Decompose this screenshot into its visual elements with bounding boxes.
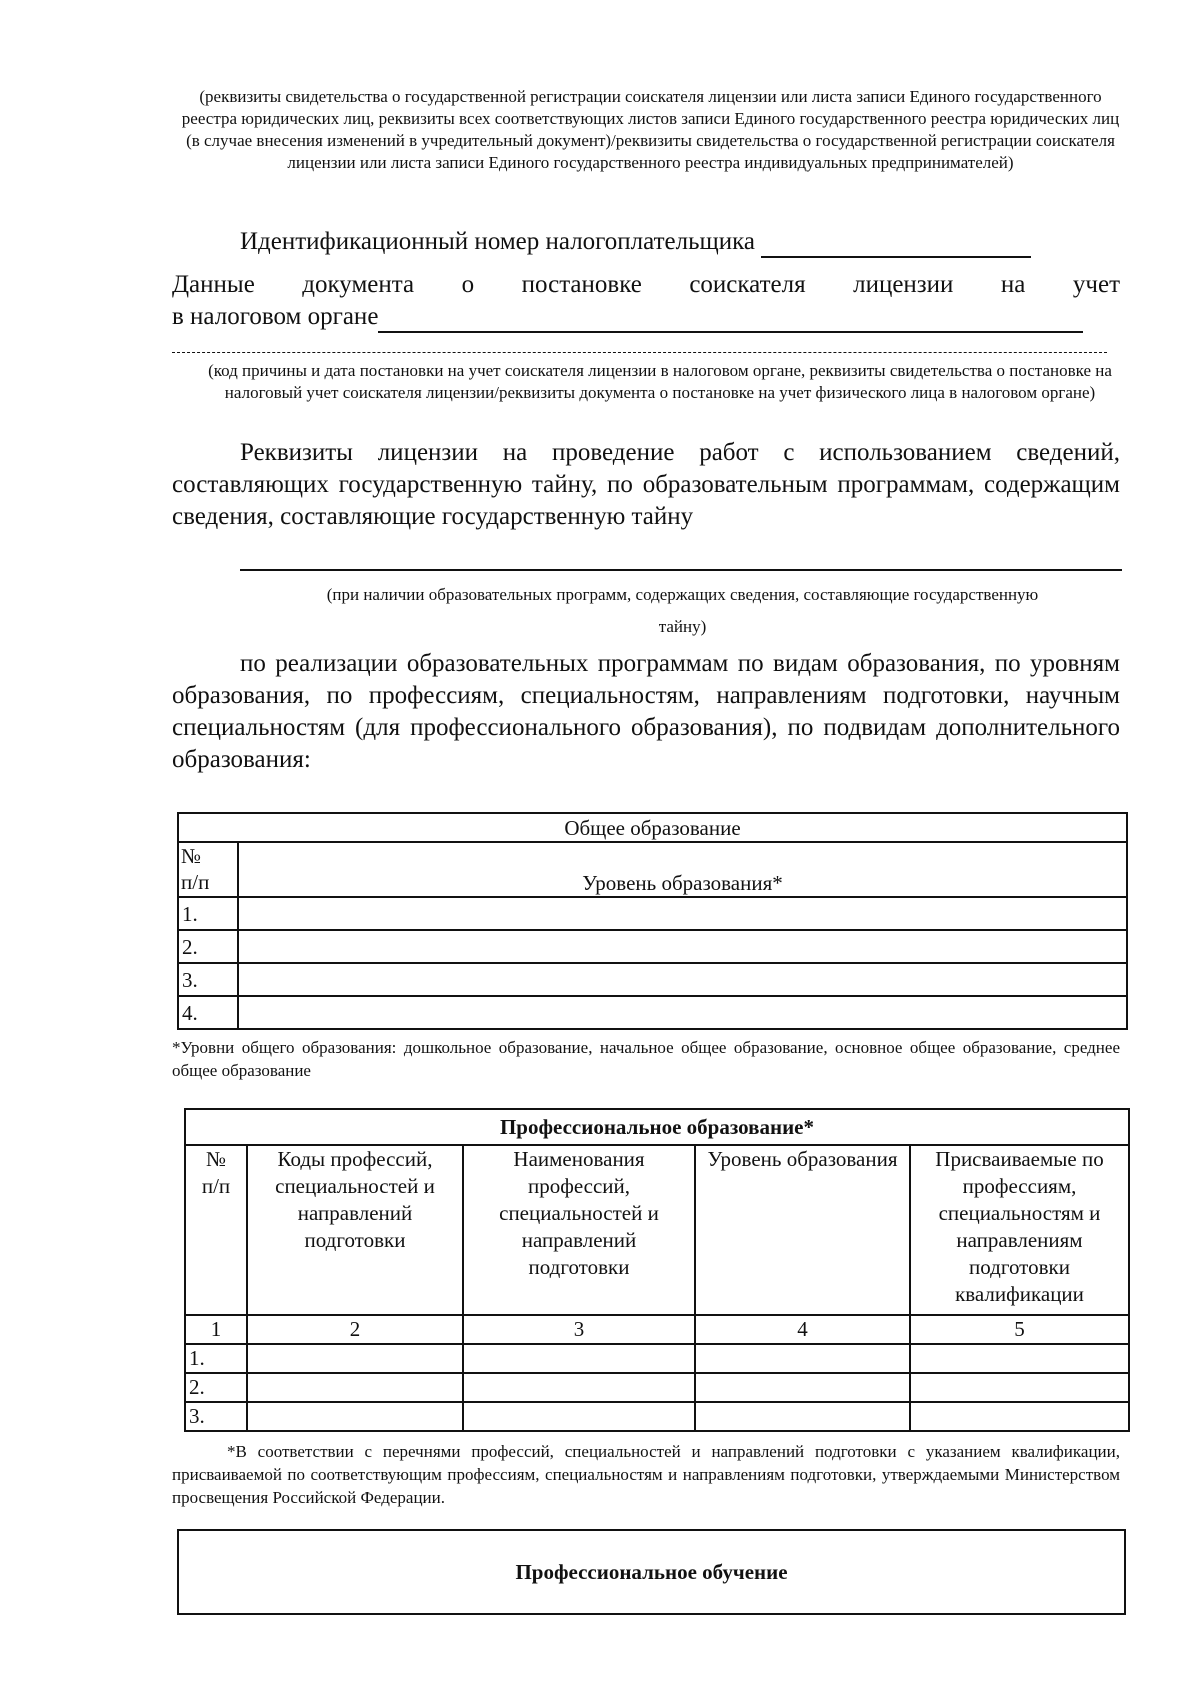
general-row-level-cell[interactable] bbox=[238, 996, 1127, 1029]
professional-education-title: Профессиональное образование* bbox=[185, 1109, 1129, 1145]
prof-row-cell[interactable] bbox=[247, 1373, 463, 1402]
general-row-number: 4. bbox=[178, 996, 238, 1029]
general-col-level: Уровень образования* bbox=[238, 842, 1127, 897]
inn-input-line[interactable] bbox=[761, 230, 1031, 258]
tax-registration-note: (код причины и дата постановки на учет соискателя лицензии в налоговом органе, реквизиты свидетельства о постановке на налоговый учет соискателя лицензии/реквизиты документа о постановке на учет физического лица в налоговом органе) bbox=[208, 361, 1112, 402]
prof-row-cell[interactable] bbox=[910, 1373, 1129, 1402]
prof-row-cell[interactable] bbox=[695, 1344, 910, 1373]
inn-row bbox=[240, 226, 1120, 258]
secret-license-note-line2: тайну) bbox=[658, 617, 707, 636]
prof-row-number: 3. bbox=[185, 1402, 247, 1431]
tax-registration-label-line2: в налоговом органе bbox=[172, 303, 379, 330]
general-row-level-cell[interactable] bbox=[238, 930, 1127, 963]
general-row-number: 2. bbox=[178, 930, 238, 963]
prof-col-index: 4 bbox=[695, 1315, 910, 1344]
prof-row-cell[interactable] bbox=[463, 1402, 695, 1431]
tax-registration-input-line[interactable] bbox=[378, 305, 1083, 333]
prof-row-number: 1. bbox=[185, 1344, 247, 1373]
prof-row-cell[interactable] bbox=[463, 1344, 695, 1373]
prof-row-cell[interactable] bbox=[910, 1344, 1129, 1373]
prof-row-cell[interactable] bbox=[695, 1373, 910, 1402]
professional-education-footnote: *В соответствии с перечнями профессий, специальностей и направлений подготовки с указанием квалификации, присваиваемой по соответствующим профессиям, специальностям и направлениям подготовки, утверждаемыми Министерством просвещения Российской Федерации. bbox=[172, 1442, 1120, 1507]
secret-license-input-line[interactable] bbox=[240, 569, 1122, 571]
prof-col-index: 3 bbox=[463, 1315, 695, 1344]
secret-license-note-line1: (при наличии образовательных программ, содержащих сведения, составляющие государственную bbox=[326, 585, 1039, 604]
tax-registration-row bbox=[172, 301, 1120, 333]
professional-training-title: Профессиональное обучение bbox=[515, 1559, 788, 1584]
prof-col-number-line2: п/п bbox=[201, 1174, 231, 1198]
tax-registration-second-line[interactable] bbox=[172, 352, 1107, 353]
general-row-level-cell[interactable] bbox=[238, 963, 1127, 996]
prof-col-level: Уровень образования bbox=[695, 1145, 910, 1315]
tax-registration-label-line1: Данные документа о постановке соискателя лицензии на учет bbox=[172, 271, 1120, 298]
prof-col-index: 1 bbox=[185, 1315, 247, 1344]
general-education-title: Общее образование bbox=[178, 813, 1127, 842]
prof-row-cell[interactable] bbox=[463, 1373, 695, 1402]
prof-col-codes: Коды профессий, специальностей и направлений подготовки bbox=[247, 1145, 463, 1315]
general-row-number: 3. bbox=[178, 963, 238, 996]
prof-row-cell[interactable] bbox=[247, 1402, 463, 1431]
prof-row-cell[interactable] bbox=[910, 1402, 1129, 1431]
general-education-footnote: *Уровни общего образования: дошкольное образование, начальное общее образование, основное общее образование, среднее общее образование bbox=[172, 1038, 1120, 1080]
general-col-number-line2: п/п bbox=[181, 870, 210, 894]
prof-col-names: Наименования профессий, специальностей и направлений подготовки bbox=[463, 1145, 695, 1315]
prof-row-cell[interactable] bbox=[247, 1344, 463, 1373]
registration-requisites-note: (реквизиты свидетельства о государственной регистрации соискателя лицензии или листа записи Единого государственного реестра юридических лиц, реквизиты всех соответствующих листов записи Единого государственного реестра юридических лиц (в случае внесения изменений в учредительный документ)/реквизиты свидетельства о государственной регистрации соискателя лицензии или листа записи Единого государственного реестра индивидуальных предпринимателей) bbox=[181, 87, 1120, 172]
prof-row-cell[interactable] bbox=[695, 1402, 910, 1431]
inn-label: Идентификационный номер налогоплательщика bbox=[240, 228, 756, 255]
prof-col-number-line1: № bbox=[205, 1147, 227, 1171]
secret-license-text: Реквизиты лицензии на проведение работ с использованием сведений, составляющих государственную тайну, по образовательным программам, содержащим сведения, составляющие государственную тайну bbox=[172, 439, 1120, 530]
prof-col-index: 5 bbox=[910, 1315, 1129, 1344]
programs-intro-text: по реализации образовательных программам по видам образования, по уровням образования, по профессиям, специальностям, направлениям подготовки, научным специальностям (для профессионального образования), по подвидам дополнительного образования: bbox=[172, 650, 1120, 773]
prof-row-number: 2. bbox=[185, 1373, 247, 1402]
general-row-level-cell[interactable] bbox=[238, 897, 1127, 930]
general-col-number bbox=[178, 842, 238, 897]
prof-col-index: 2 bbox=[247, 1315, 463, 1344]
general-education-table bbox=[177, 812, 1128, 1030]
general-row-number: 1. bbox=[178, 897, 238, 930]
prof-col-qualifications: Присваиваемые по профессиям, специальностям и направлениям подготовки квалификации bbox=[910, 1145, 1129, 1315]
professional-training-box bbox=[177, 1529, 1126, 1615]
general-col-number-line1: № bbox=[181, 844, 202, 868]
professional-education-table bbox=[184, 1108, 1130, 1432]
prof-col-number bbox=[185, 1145, 247, 1315]
